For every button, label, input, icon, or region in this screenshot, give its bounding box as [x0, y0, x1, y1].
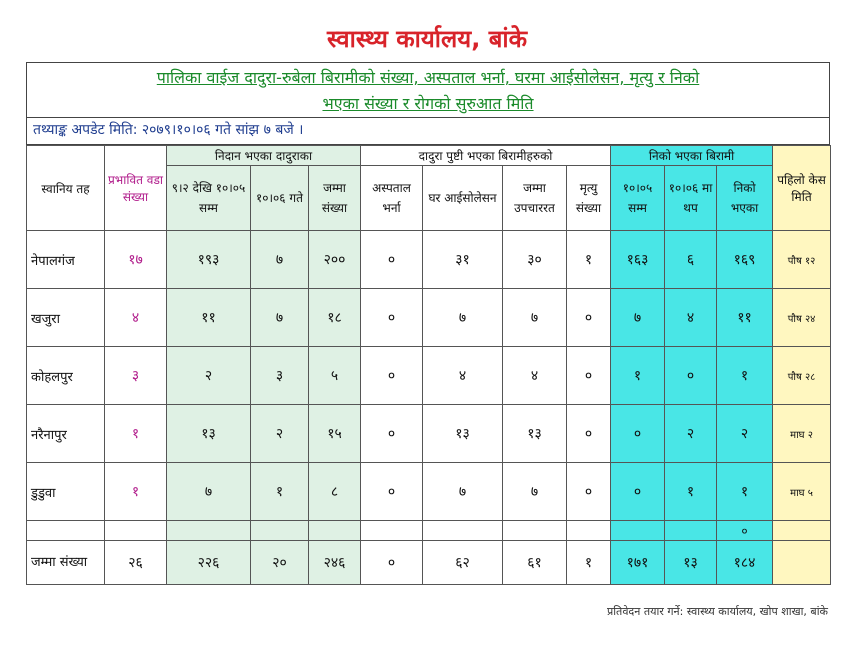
row-home: ७ [423, 463, 503, 521]
header-group-confirmed: दादुरा पुष्टी भएका बिरामीहरुको [361, 146, 611, 166]
total-treatment: ६१ [503, 541, 567, 585]
header-first-case: पहिलो केस मिति [773, 146, 831, 231]
row-rec-total: १६९ [717, 231, 773, 289]
subtitle-line-2: भएका संख्या र रोगको सुरुआत मिति [322, 94, 534, 113]
row-diag-on: १ [251, 463, 309, 521]
header-rec-until: १०।०५ सम्म [611, 166, 665, 231]
row-rec-until: १ [611, 347, 665, 405]
row-treatment: ७ [503, 463, 567, 521]
row-first-case: माघ ५ [773, 463, 831, 521]
row-name: डुडुवा [27, 463, 105, 521]
row-first-case: पौष २८ [773, 347, 831, 405]
row-diag-until: १३ [167, 405, 251, 463]
row-first-case: पौष १२ [773, 231, 831, 289]
row-diag-total: १५ [309, 405, 361, 463]
row-diag-total: २०० [309, 231, 361, 289]
row-diag-until: ११ [167, 289, 251, 347]
row-first-case: माघ २ [773, 405, 831, 463]
row-name: कोहलपुर [27, 347, 105, 405]
row-diag-total: ५ [309, 347, 361, 405]
row-treatment: ३० [503, 231, 567, 289]
header-affected-wards: प्रभावित वडा संख्या [105, 146, 167, 231]
row-rec-total: १ [717, 463, 773, 521]
row-home: ४ [423, 347, 503, 405]
row-rec-added: ४ [665, 289, 717, 347]
total-rec-until: १७१ [611, 541, 665, 585]
header-diag-total: जम्मा संख्या [309, 166, 361, 231]
row-diag-total: ८ [309, 463, 361, 521]
header-rec-total: निको भएका [717, 166, 773, 231]
header-rec-added: १०।०६ मा थप [665, 166, 717, 231]
row-wards: १७ [105, 231, 167, 289]
row-diag-on: २ [251, 405, 309, 463]
row-rec-added: ६ [665, 231, 717, 289]
total-row [27, 541, 831, 585]
row-hospital: ० [361, 405, 423, 463]
row-deaths: १ [567, 231, 611, 289]
row-rec-total: २ [717, 405, 773, 463]
total-diag-until: २२६ [167, 541, 251, 585]
row-diag-on: ३ [251, 347, 309, 405]
row-home: ७ [423, 289, 503, 347]
table-row [27, 405, 831, 463]
row-home: ३१ [423, 231, 503, 289]
total-diag-on: २० [251, 541, 309, 585]
row-rec-until: ० [611, 463, 665, 521]
empty-row-value: ० [717, 521, 773, 541]
row-treatment: ४ [503, 347, 567, 405]
row-rec-until: ७ [611, 289, 665, 347]
report-footer: प्रतिवेदन तयार गर्ने: स्वास्थ्य कार्यालय, खोप शाखा, बांके [606, 605, 828, 618]
header-total-treatment: जम्मा उपचाररत [503, 166, 567, 231]
empty-row [27, 521, 831, 541]
row-treatment: १३ [503, 405, 567, 463]
table-row [27, 347, 831, 405]
table-row [27, 231, 831, 289]
row-name: नेपालगंज [27, 231, 105, 289]
row-diag-on: ७ [251, 231, 309, 289]
row-diag-total: १८ [309, 289, 361, 347]
total-wards: २६ [105, 541, 167, 585]
table-row [27, 289, 831, 347]
row-wards: १ [105, 405, 167, 463]
row-rec-until: ० [611, 405, 665, 463]
row-deaths: ० [567, 347, 611, 405]
total-diag-total: २४६ [309, 541, 361, 585]
header-diag-until: ९।२ देखि १०।०५ सम्म [167, 166, 251, 231]
report-title: स्वास्थ्य कार्यालय, बांके [326, 25, 528, 53]
row-home: १३ [423, 405, 503, 463]
row-hospital: ० [361, 347, 423, 405]
table-row [27, 463, 831, 521]
row-hospital: ० [361, 463, 423, 521]
header-home-isolation: घर आईसोलेसन [423, 166, 503, 231]
row-diag-on: ७ [251, 289, 309, 347]
total-rec-total: १८४ [717, 541, 773, 585]
header-group-recovered: निको भएका बिरामी [611, 146, 773, 166]
total-home: ६२ [423, 541, 503, 585]
row-rec-total: १ [717, 347, 773, 405]
update-date: तथ्याङ्क अपडेट मिति: २०७९।१०।०६ गते सांझ ७ बजे । [26, 118, 830, 145]
header-diag-on: १०।०६ गते [251, 166, 309, 231]
subtitle-line-1: पालिका वाईज दादुरा-रुबेला बिरामीको संख्या, अस्पताल भर्ना, घरमा आईसोलेसन, मृत्यु र निको [156, 68, 700, 87]
row-wards: १ [105, 463, 167, 521]
report-subtitle [26, 62, 830, 118]
row-deaths: ० [567, 405, 611, 463]
row-name: खजुरा [27, 289, 105, 347]
total-label: जम्मा संख्या [27, 541, 105, 585]
row-wards: ४ [105, 289, 167, 347]
row-rec-total: ११ [717, 289, 773, 347]
measles-data-table [26, 145, 831, 585]
header-group-diagnosed: निदान भएका दादुराका [167, 146, 361, 166]
header-deaths: मृत्यु संख्या [567, 166, 611, 231]
row-rec-until: १६३ [611, 231, 665, 289]
total-rec-added: १३ [665, 541, 717, 585]
total-hospital: ० [361, 541, 423, 585]
row-diag-until: १९३ [167, 231, 251, 289]
total-deaths: १ [567, 541, 611, 585]
row-name: नरैनापुर [27, 405, 105, 463]
row-hospital: ० [361, 231, 423, 289]
row-hospital: ० [361, 289, 423, 347]
row-rec-added: १ [665, 463, 717, 521]
header-hospital: अस्पताल भर्ना [361, 166, 423, 231]
row-diag-until: २ [167, 347, 251, 405]
row-deaths: ० [567, 463, 611, 521]
row-deaths: ० [567, 289, 611, 347]
row-rec-added: ० [665, 347, 717, 405]
total-first-case [773, 541, 831, 585]
row-wards: ३ [105, 347, 167, 405]
header-local-level: स्वानिय तह [27, 146, 105, 231]
row-diag-until: ७ [167, 463, 251, 521]
row-treatment: ७ [503, 289, 567, 347]
row-rec-added: २ [665, 405, 717, 463]
row-first-case: पौष २४ [773, 289, 831, 347]
